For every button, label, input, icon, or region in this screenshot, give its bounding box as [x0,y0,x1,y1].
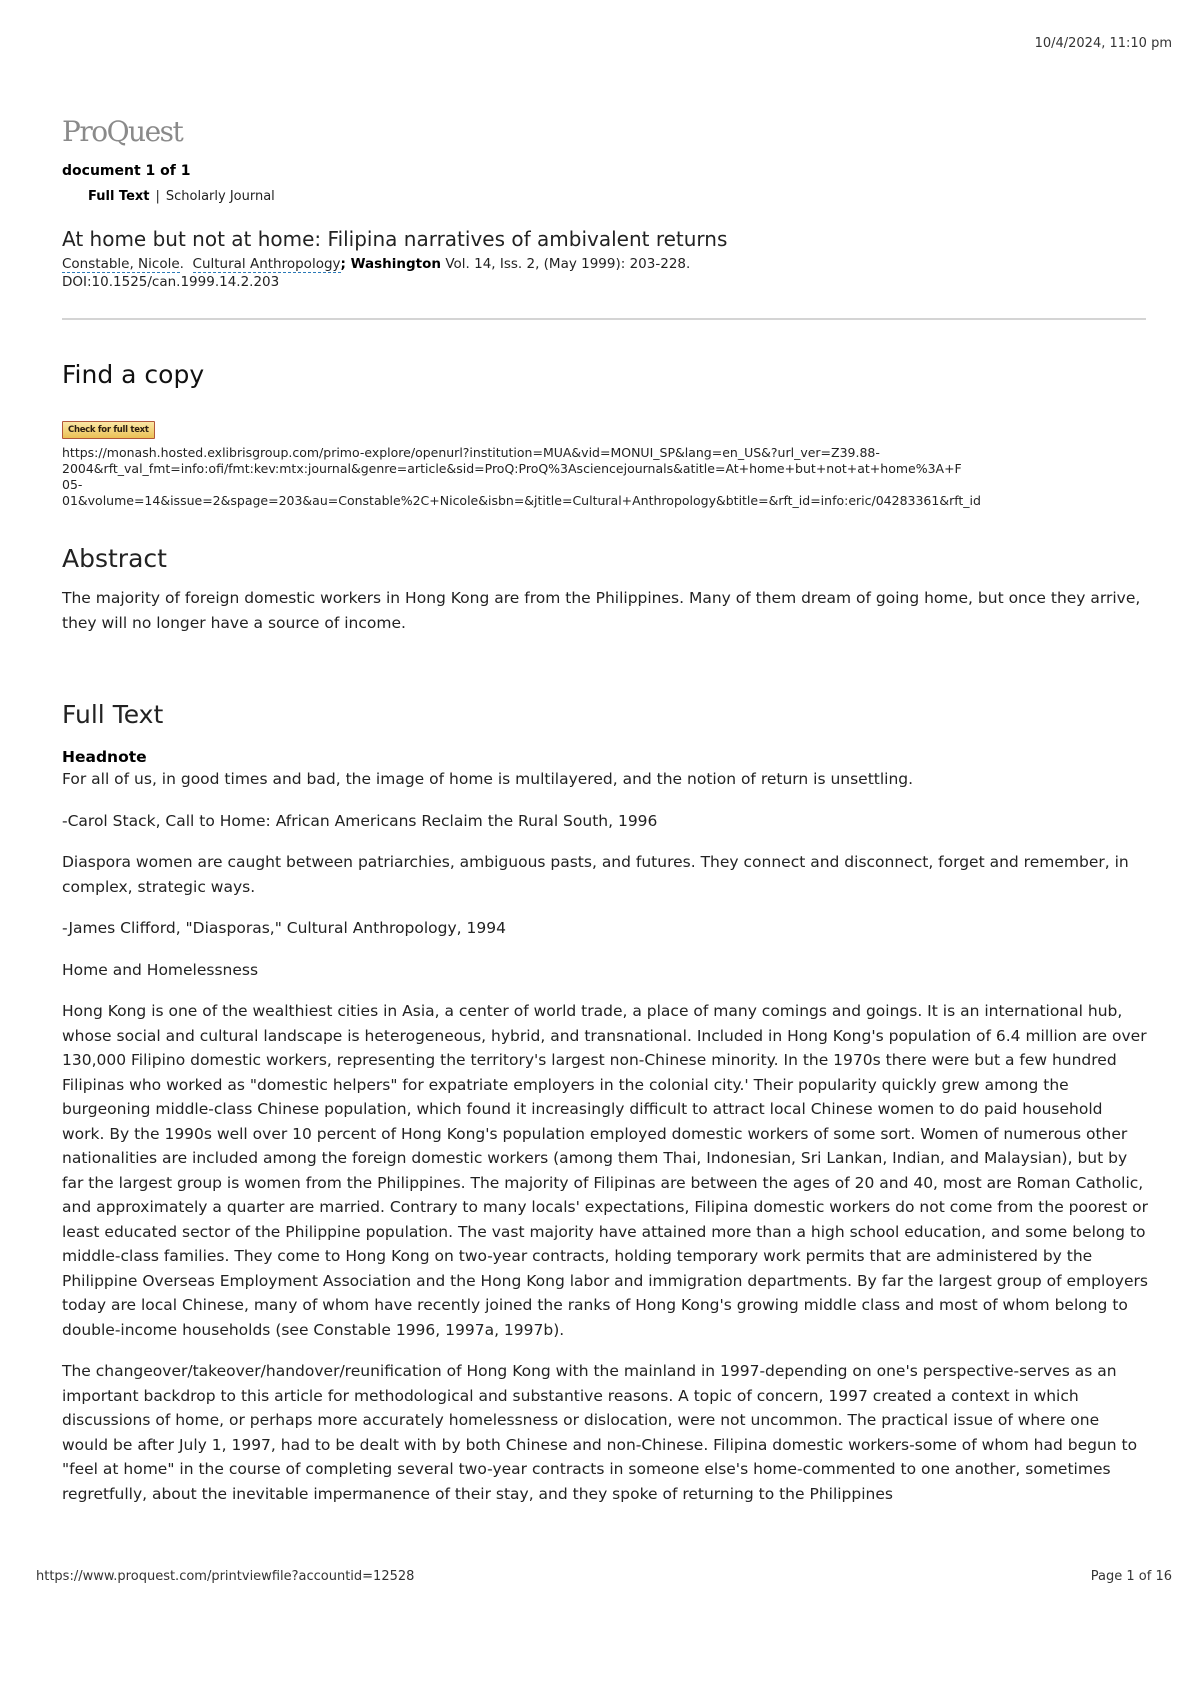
find-copy-heading: Find a copy [62,360,205,389]
full-text-heading: Full Text [62,700,164,729]
format-full-text: Full Text [88,189,150,204]
section-divider [62,318,1146,320]
url-line: https://monash.hosted.exlibrisgroup.com/primo-explore/openurl?institution=MUA&vid=MONUI_SP&lang=en_US&?url_ver=Z39.88- [62,445,880,460]
format-separator: | [155,189,160,204]
epigraph-1-attribution: -Carol Stack, Call to Home: African Americans Reclaim the Rural South, 1996 [62,811,658,830]
document-view [62,115,1148,1506]
epigraph-1: For all of us, in good times and bad, the image of home is multilayered, and the notion of return is unsettling. [62,770,914,788]
source-type: Scholarly Journal [165,189,275,204]
document-format-line [88,189,1148,204]
print-timestamp: 10/4/2024, 11:10 pm [1034,36,1172,51]
check-full-text-button[interactable]: Check for full text [62,421,155,439]
proquest-logo[interactable]: ProQuest [62,115,183,148]
abstract-text: The majority of foreign domestic workers in Hong Kong are from the Philippines. Many of them dream of going home, but once they arrive, they will no longer have a source of income. [62,589,1141,632]
body-paragraph: The changeover/takeover/handover/reunification of Hong Kong with the mainland in 1997-depending on one's perspective-serves as an important backdrop to this article for methodological and substantive reasons. A topic of concern, 1997 created a context in which discussions of home, or perhaps more accurately homelessness or dislocation, were not uncommon. The practical issue of where one would be after July 1, 1997, had to be dealt with by both Chinese and non-Chinese. Filipina domestic workers-some of whom had begun to "feel at home" in the course of completing several two-year contracts in someone else's home-commented to one another, sometimes regretfully, about the inevitable impermanence of their stay, and they spoke of returning to the Philippines [62,1362,1138,1503]
doi: DOI:10.1525/can.1999.14.2.203 [62,274,280,290]
author-link[interactable]: Constable, Nicole [62,256,180,272]
url-line: 01&volume=14&issue=2&spage=203&au=Constable%2C+Nicole&isbn=&jtitle=Cultural+Anthropology&btitle=&rft_id=info:eric/04283361&rft_id [62,493,981,508]
journal-link[interactable]: Cultural Anthropology [192,256,341,272]
document-count: document 1 of 1 [62,163,191,179]
epigraph-2: Diaspora women are caught between patriarchies, ambiguous pasts, and futures. They connect and disconnect, forget and remember, in complex, strategic ways. [62,853,1129,896]
body-paragraph: Hong Kong is one of the wealthiest cities in Asia, a center of world trade, a place of many comings and goings. It is an international hub, whose social and cultural landscape is heterogeneous, hybrid, and transnational. Included in Hong Kong's population of 6.4 million are over 130,000 Filipino domestic workers, representing the territory's largest non-Chinese minority. In the 1970s there were but a few hundred Filipinas who worked as "domestic helpers" for expatriate employers in the colonial city.' Their popularity quickly grew among the burgeoning middle-class Chinese population, which found it increasingly difficult to attract local Chinese women to do paid household work. By the 1990s well over 10 percent of Hong Kong's population employed domestic workers of some sort. Women of numerous other nationalities are included among the foreign domestic workers (among them Thai, Indonesian, Sri Lankan, Indian, and Malaysian), but by far the largest group is women from the Philippines. The majority of Filipinas are between the ages of 20 and 40, most are Roman Catholic, and approximately a quarter are married. Contrary to many locals' expectations, Filipina domestic workers do not come from the poorest or least educated sector of the Philippine population. The vast majority have attained more than a high school education, and some belong to middle-class families. They come to Hong Kong on two-year contracts, holding temporary work permits that are administered by the Philippine Overseas Employment Association and the Hong Kong labor and immigration departments. By far the largest group of employers today are local Chinese, many of whom have recently joined the ranks of Hong Kong's growing middle class and most of whom belong to double-income households (see Constable 1996, 1997a, 1997b). [62,1002,1148,1339]
volume-info: Vol. 14, Iss. 2, (May 1999): 203-228. [441,256,691,272]
headnote-label: Headnote [62,748,147,766]
article-title: At home but not at home: Filipina narratives of ambivalent returns [62,227,728,251]
epigraph-2-attribution: -James Clifford, "Diasporas," Cultural Anthropology, 1994 [62,919,506,937]
openurl-link[interactable] [62,445,1148,509]
footer-page-number: Page 1 of 16 [1090,1569,1172,1584]
print-footer [36,1569,1172,1584]
section-subheading: Home and Homelessness [62,960,259,979]
abstract-heading: Abstract [62,544,167,573]
footer-url: https://www.proquest.com/printviewfile?accountid=12528 [36,1569,415,1584]
url-line: 2004&rft_val_fmt=info:ofi/fmt:kev:mtx:journal&genre=article&sid=ProQ:ProQ%3Asciencejournals&atitle=At+home+but+not+at+home%3A+F [62,461,962,476]
citation-line: Constable, Nicole. Cultural Anthropology; Washington Vol. 14, Iss. 2, (May 1999): 203-228. [62,256,691,272]
publisher-place: ; Washington [340,256,442,272]
url-line: 05- [62,477,83,492]
citation [62,255,1148,291]
